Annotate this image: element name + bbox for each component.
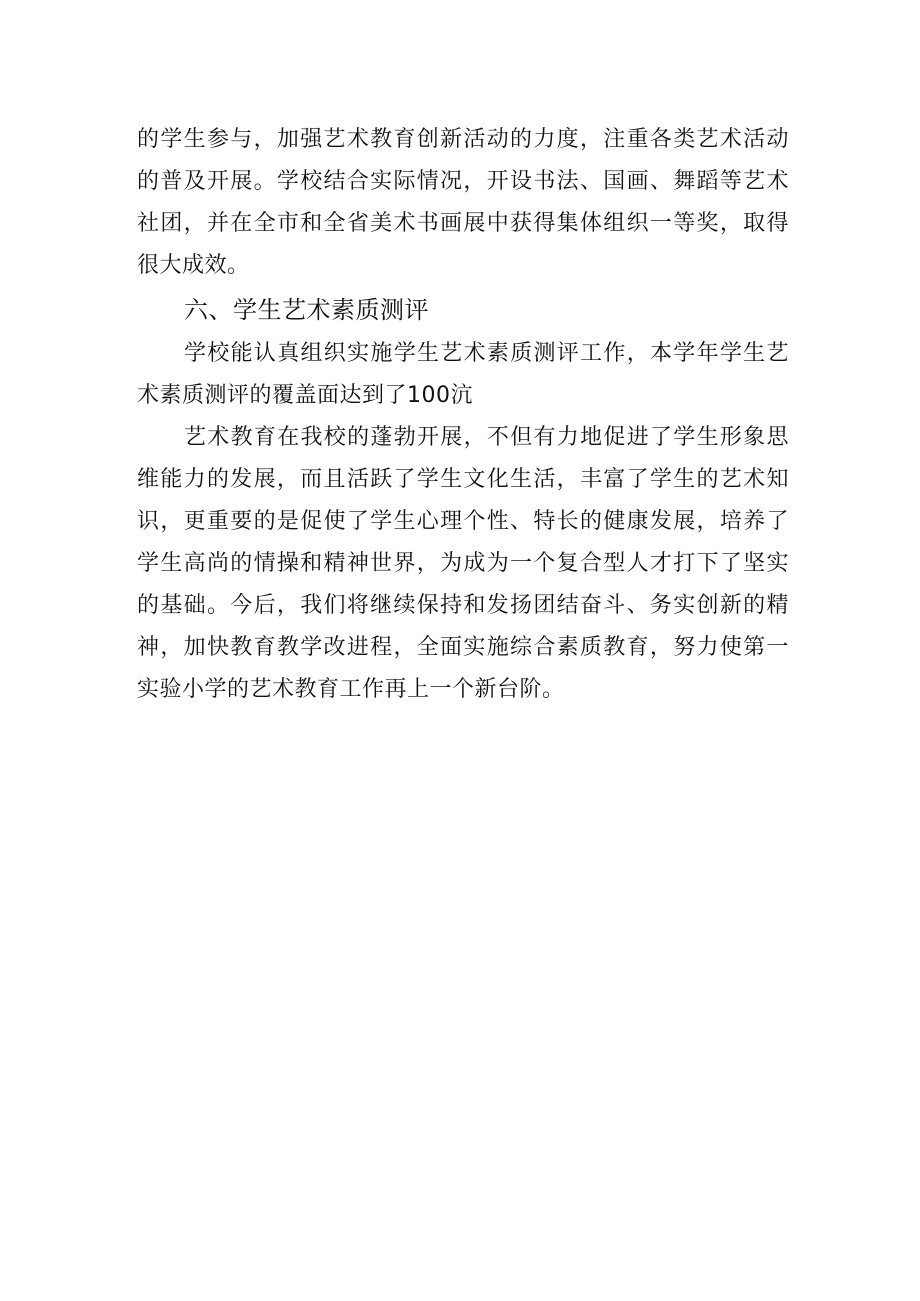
text-line: 术素质测评的覆盖面达到了100沆: [137, 383, 473, 408]
text-line: 的普及开展。学校结合实际情况，开设书法、国画、舞蹈等艺术: [137, 169, 789, 194]
text-line: 很大成效。: [137, 253, 250, 278]
text-line: 神，加快教育教学改进程，全面实施综合素质教育，努力使第一: [137, 635, 789, 660]
text-line: 维能力的发展，而且活跃了学生文化生活，丰富了学生的艺术知: [137, 467, 789, 492]
text-line: 实验小学的艺术教育工作再上一个新台阶。: [137, 677, 565, 702]
document-page: [137, 119, 789, 711]
section-heading: 六、学生艺术素质测评: [184, 296, 429, 324]
text-line: 学生高尚的情操和精神世界，为成为一个复合型人才打下了坚实: [137, 551, 789, 576]
paragraph-art-activities: [137, 119, 789, 287]
paragraph-assessment: [137, 333, 789, 417]
text-line: 社团，并在全市和全省美术书画展中获得集体组织一等奖，取得: [137, 211, 789, 236]
text-line: 的基础。今后，我们将继续保持和发扬团结奋斗、务实创新的精: [137, 593, 789, 618]
text-line: 艺术教育在我校的蓬勃开展，不但有力地促进了学生形象思: [184, 425, 789, 450]
text-line: 的学生参与，加强艺术教育创新活动的力度，注重各类艺术活动: [137, 127, 789, 152]
text-line: 学校能认真组织实施学生艺术素质测评工作，本学年学生艺: [184, 341, 789, 366]
text-line: 识，更重要的是促使了学生心理个性、特长的健康发展，培养了: [137, 509, 789, 534]
paragraph-conclusion: [137, 417, 789, 711]
